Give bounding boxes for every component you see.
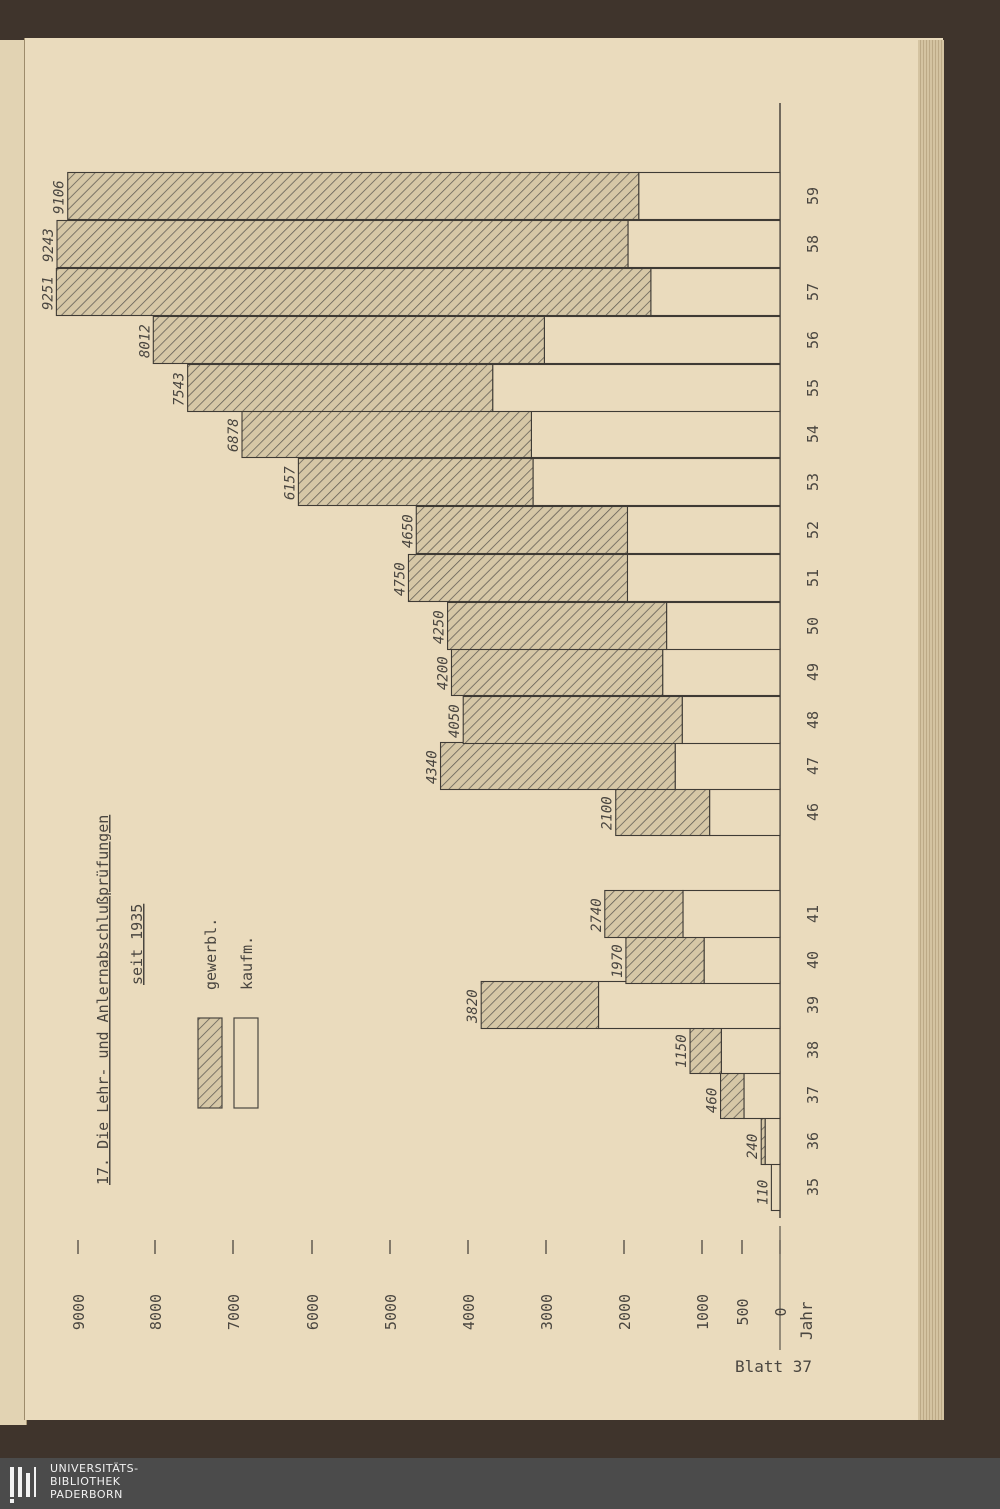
x-tick-label: 39: [804, 995, 822, 1015]
bar-kaufm: [544, 317, 780, 364]
bar-total-label: 1970: [609, 944, 626, 978]
x-axis-label: Jahr: [797, 1301, 816, 1340]
y-tick-label: 3000: [538, 1293, 556, 1331]
x-tick-label: 37: [804, 1085, 822, 1105]
bar-total-label: 460: [704, 1087, 721, 1113]
bar-total-label: 4340: [424, 750, 441, 784]
bar-total-label: 9243: [41, 228, 58, 262]
library-name: [50, 1462, 139, 1501]
x-tick-label: 36: [804, 1131, 822, 1151]
legend-swatch-gewerbl: [198, 1018, 222, 1108]
bar-kaufm: [651, 269, 780, 316]
x-tick-label: 41: [804, 904, 822, 924]
bar-kaufm: [765, 1118, 780, 1165]
x-tick-label: 58: [804, 234, 822, 254]
y-tick-label: 5000: [382, 1293, 400, 1331]
bar-kaufm: [531, 411, 780, 458]
bar-total-label: 4250: [431, 610, 448, 644]
bar-total-label: 6878: [226, 418, 243, 452]
bar-total-label: 2100: [599, 796, 616, 830]
y-tick-label: 500: [734, 1298, 752, 1326]
bar-kaufm: [683, 891, 780, 938]
bar-kaufm: [710, 789, 780, 836]
bar-gewerbl: [481, 982, 598, 1029]
y-tick-label: 7000: [225, 1293, 243, 1331]
bar-kaufm: [663, 649, 780, 696]
bar-kaufm: [599, 982, 780, 1029]
bar-gewerbl: [188, 365, 493, 412]
x-tick-label: 35: [804, 1177, 822, 1197]
x-tick-label: 53: [804, 472, 822, 492]
bar-kaufm: [771, 1164, 780, 1211]
x-tick-label: 52: [804, 520, 822, 540]
page-annotation: Blatt 37: [735, 1357, 813, 1376]
x-tick-label: 47: [804, 756, 822, 776]
bar-kaufm: [667, 603, 780, 650]
chart-title: 17. Die Lehr- und Anlernabschlußprüfungen: [94, 814, 112, 1185]
bar-kaufm: [627, 507, 780, 554]
y-tick-label: 2000: [616, 1293, 634, 1331]
legend-swatch-kaufm: [234, 1018, 258, 1108]
bar-gewerbl: [153, 317, 544, 364]
bar-kaufm: [682, 697, 780, 744]
x-tick-label: 59: [804, 186, 822, 206]
bar-kaufm: [493, 365, 780, 412]
bar-total-label: 4750: [392, 562, 409, 596]
x-tick-label: 51: [804, 568, 822, 588]
legend-label-gewerbl: gewerbl.: [202, 917, 220, 990]
bar-gewerbl: [408, 555, 627, 602]
bar-gewerbl: [298, 459, 533, 506]
y-tick-label: 8000: [147, 1293, 165, 1331]
bar-gewerbl: [616, 789, 710, 836]
x-tick-label: 54: [804, 424, 822, 444]
x-tick-label: 56: [804, 330, 822, 350]
bar-total-label: 9106: [51, 180, 68, 214]
y-tick-label: 4000: [460, 1293, 478, 1331]
bar-total-label: 110: [755, 1179, 772, 1205]
library-name-line3: PADERBORN: [50, 1488, 123, 1501]
bar-gewerbl: [463, 697, 682, 744]
bar-kaufm: [628, 221, 780, 268]
legend-label-kaufm: kaufm.: [238, 935, 256, 990]
y-tick-label: 6000: [304, 1293, 322, 1331]
bar-gewerbl: [448, 603, 667, 650]
bar-gewerbl: [690, 1027, 721, 1074]
bar-gewerbl: [451, 649, 662, 696]
bar-total-label: 4200: [435, 656, 452, 690]
bar-kaufm: [533, 459, 780, 506]
bar-total-label: 7543: [171, 372, 188, 406]
x-tick-label: 38: [804, 1040, 822, 1060]
library-name-line2: BIBLIOTHEK: [50, 1475, 121, 1488]
bar-gewerbl: [605, 891, 683, 938]
bar-gewerbl: [721, 1072, 744, 1119]
bar-total-label: 1150: [674, 1034, 691, 1068]
bar-total-label: 3820: [465, 989, 482, 1023]
x-tick-label: 40: [804, 950, 822, 970]
bar-kaufm: [704, 937, 780, 984]
bar-kaufm: [639, 173, 780, 220]
bar-total-label: 4650: [400, 514, 417, 548]
library-footer: [0, 1458, 1000, 1509]
chart-subtitle: seit 1935: [128, 903, 146, 985]
bar-kaufm: [675, 743, 780, 790]
bar-total-label: 6157: [282, 466, 299, 500]
bar-total-label: 8012: [137, 324, 154, 358]
bar-total-label: 4050: [447, 704, 464, 738]
bar-gewerbl: [416, 507, 627, 554]
bar-kaufm: [744, 1072, 780, 1119]
bar-total-label: 9251: [40, 276, 57, 310]
library-logo-icon: [8, 1465, 38, 1503]
y-tick-label: 9000: [70, 1293, 88, 1331]
bar-gewerbl: [626, 937, 704, 984]
y-tick-label: 0: [772, 1307, 790, 1317]
bar-kaufm: [721, 1027, 780, 1074]
bar-total-label: 2740: [588, 898, 605, 932]
bar-total-label: 240: [745, 1133, 762, 1159]
x-tick-label: 57: [804, 282, 822, 302]
bar-kaufm: [627, 555, 780, 602]
x-tick-label: 50: [804, 616, 822, 636]
y-tick-label: 1000: [694, 1293, 712, 1331]
x-tick-label: 46: [804, 802, 822, 822]
bar-gewerbl: [242, 411, 531, 458]
bar-gewerbl: [441, 743, 676, 790]
x-tick-label: 55: [804, 378, 822, 398]
x-tick-label: 49: [804, 662, 822, 682]
library-name-line1: UNIVERSITÄTS-: [50, 1462, 139, 1475]
x-tick-label: 48: [804, 710, 822, 730]
bar-gewerbl: [56, 269, 650, 316]
bar-gewerbl: [68, 173, 639, 220]
bar-gewerbl: [57, 221, 628, 268]
bar-gewerbl: [761, 1118, 765, 1165]
